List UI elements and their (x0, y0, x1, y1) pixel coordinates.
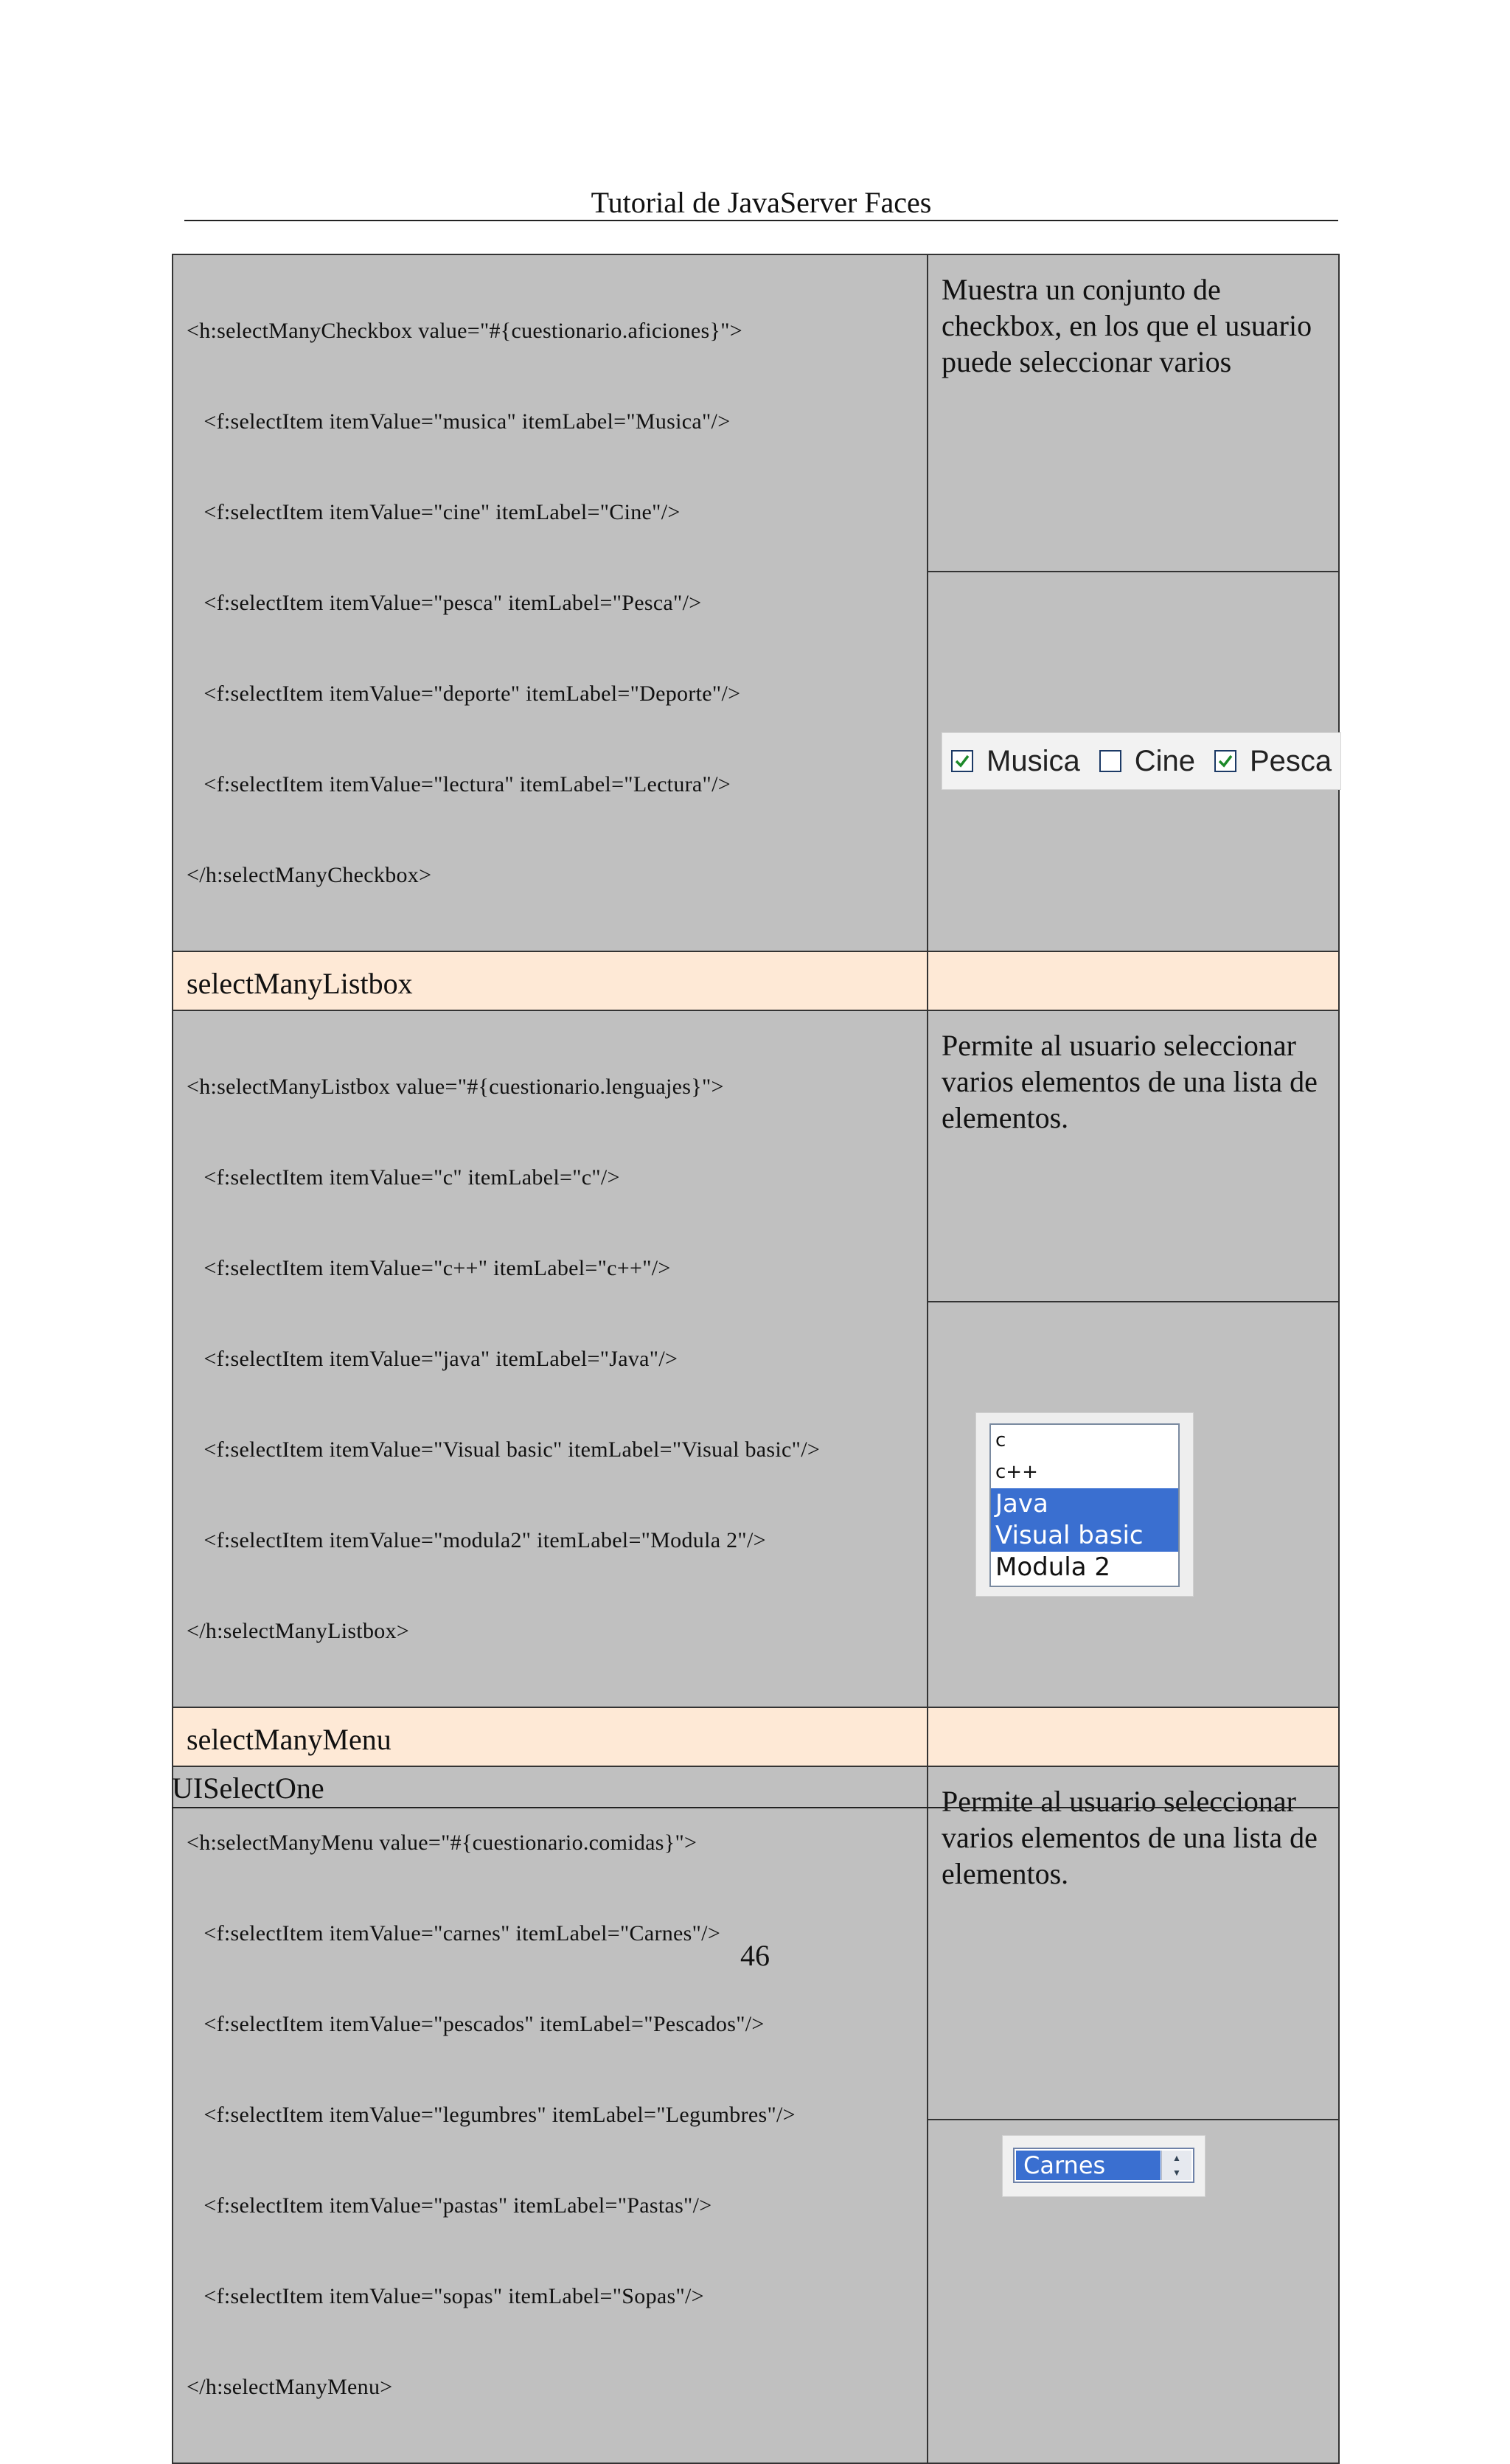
code-line: <f:selectItem itemValue="sopas" itemLabel="Sopas"/> (187, 2284, 704, 2308)
section-title-menu: selectManyMenu (173, 1707, 928, 1766)
menu-preview (1002, 2135, 1205, 2197)
code-line: <h:selectManyListbox value="#{cuestionario.lenguajes}"> (187, 1075, 724, 1099)
checkbox-musica[interactable] (951, 750, 973, 772)
checkbox-label: Musica (987, 744, 1080, 777)
checkbox-label: Pesca (1249, 744, 1332, 777)
code-line: <f:selectItem itemValue="Visual basic" itemLabel="Visual basic"/> (187, 1437, 821, 1462)
checkbox-code-block (173, 255, 927, 951)
listbox[interactable] (989, 1423, 1180, 1587)
code-line: </h:selectManyListbox> (187, 1619, 410, 1643)
listbox-option[interactable]: c++ (995, 1460, 1038, 1483)
listbox-option-selected[interactable]: Visual basic (991, 1520, 1178, 1552)
code-line: <f:selectItem itemValue="cine" itemLabel="Cine"/> (187, 500, 681, 524)
code-line: <f:selectItem itemValue="modula2" itemLabel="Modula 2"/> (187, 1528, 766, 1552)
menu-preview-cell (928, 2120, 1339, 2463)
code-line: <h:selectManyMenu value="#{cuestionario.comidas}"> (187, 1830, 697, 1855)
spinner-control[interactable] (1161, 2151, 1191, 2180)
code-line: <f:selectItem itemValue="carnes" itemLabel="Carnes"/> (187, 1921, 721, 1946)
code-line: <f:selectItem itemValue="legumbres" itemLabel="Legumbres"/> (187, 2103, 796, 2127)
arrow-up-icon[interactable]: ▲ (1172, 2152, 1181, 2163)
listbox-code-block (173, 1011, 927, 1707)
menu-code-block (173, 1767, 927, 2463)
menu-description: Permite al usuario seleccionar varios elementos de una lista de elementos. (928, 1766, 1339, 2120)
section-title-uiselectone: UISelectOne (172, 1771, 324, 1805)
code-line: <f:selectItem itemValue="lectura" itemLabel="Lectura"/> (187, 772, 731, 797)
page-number: 46 (740, 1939, 770, 1972)
checkmark-icon (953, 752, 971, 770)
code-line: <f:selectItem itemValue="java" itemLabel="Java"/> (187, 1347, 678, 1371)
listbox-preview (975, 1412, 1194, 1597)
code-line: </h:selectManyMenu> (187, 2375, 393, 2399)
listbox-option-selected[interactable]: Java (991, 1488, 1178, 1520)
checkbox-cine[interactable] (1099, 750, 1121, 772)
section-title-listbox: selectManyListbox (173, 951, 928, 1010)
code-line: </h:selectManyCheckbox> (187, 863, 432, 887)
section-title-empty (928, 1707, 1339, 1766)
listbox-option[interactable]: Modula 2 (995, 1552, 1110, 1582)
components-table (172, 254, 1340, 2464)
code-line: <f:selectItem itemValue="pescados" itemLabel="Pescados"/> (187, 2012, 765, 2036)
checkbox-preview (942, 732, 1341, 790)
code-line: <f:selectItem itemValue="c" itemLabel="c"/> (187, 1165, 620, 1190)
code-line: <f:selectItem itemValue="pastas" itemLabel="Pastas"/> (187, 2193, 712, 2218)
arrow-down-icon[interactable]: ▼ (1172, 2167, 1181, 2178)
checkbox-pesca[interactable] (1214, 750, 1236, 772)
checkbox-preview-cell (928, 572, 1339, 951)
code-line: <f:selectItem itemValue="c++" itemLabel="c++"/> (187, 1256, 671, 1280)
checkmark-icon (1217, 752, 1234, 770)
listbox-description: Permite al usuario seleccionar varios elementos de una lista de elementos. (928, 1010, 1339, 1302)
menu-selected-value: Carnes (1016, 2151, 1161, 2180)
listbox-preview-cell (928, 1302, 1339, 1707)
checkbox-label: Cine (1134, 744, 1195, 777)
code-line: <h:selectManyCheckbox value="#{cuestionario.aficiones}"> (187, 319, 742, 343)
code-line: <f:selectItem itemValue="musica" itemLabel="Musica"/> (187, 409, 731, 434)
footer-rule (172, 1807, 1338, 1808)
menu-code-cell (173, 1766, 928, 2463)
code-line: <f:selectItem itemValue="deporte" itemLabel="Deporte"/> (187, 681, 741, 706)
header-rule (184, 220, 1338, 221)
select-many-menu[interactable] (1013, 2148, 1194, 2183)
code-line: <f:selectItem itemValue="pesca" itemLabel="Pesca"/> (187, 591, 702, 615)
section-title-empty (928, 951, 1339, 1010)
listbox-code-cell (173, 1010, 928, 1707)
checkbox-description: Muestra un conjunto de checkbox, en los que el usuario puede seleccionar varios (928, 254, 1339, 572)
page-header-title: Tutorial de JavaServer Faces (591, 186, 932, 219)
checkbox-code-cell (173, 254, 928, 951)
listbox-option[interactable]: c (995, 1429, 1006, 1451)
